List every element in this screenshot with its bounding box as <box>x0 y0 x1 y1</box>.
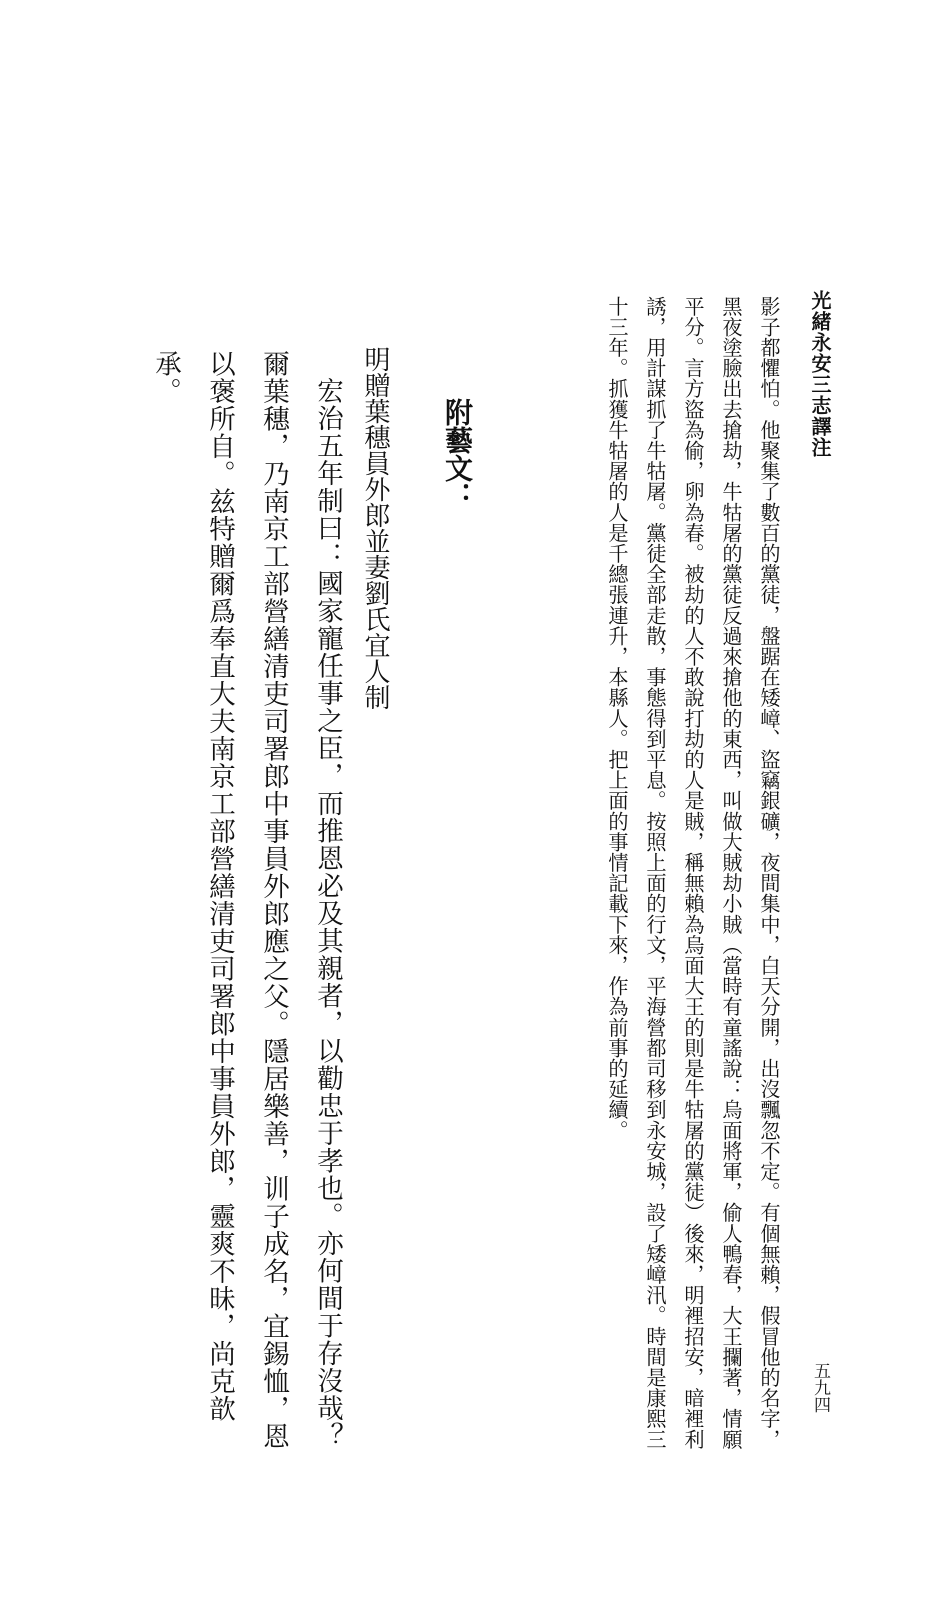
commentary-text-block <box>538 296 788 1456</box>
section-heading: 附藝文： <box>441 398 474 510</box>
document-title: 明贈葉穗員外郎並妻劉氏宜人制 <box>360 346 390 710</box>
document-body-paragraph: 宏治五年制曰：國家寵任事之臣，而推恩必及其親者，以勸忠于孝也。亦何間于存沒哉？爾葉穗，乃南京工部營繕清吏司署郎中事員外郎應之父。隱居樂善，训子成名，宜錫恤，恩以褒所自。兹特贈爾爲奉直大夫南京工部營繕清吏司署郎中事員外郎，靈爽不昧，尚克歆承。 <box>150 350 343 1450</box>
commentary-paragraph: 影子都懼怕。他聚集了數百的黨徒，盤踞在矮嶂、盜竊銀礦，夜間集中，白天分開，出沒飄忽不定。有個無賴，假冒他的名字，黑夜塗臉出去搶劫，牛牯屠的黨徒反過來搶他的東西，叫做大賊劫小賊（當時有童謠說：烏面將軍，偷人鴨春，大王攔著，情願平分。言方盜為偷，卵為春。被劫的人不敢說打劫的人是賊，稱無賴為烏面大王的則是牛牯屠的黨徒）後來，明裡招安，暗裡利誘，用計謀抓了牛牯屠。黨徒全部走散，事態得到平息。按照上面的行文，平海營都司移到永安城，設了矮嶂汛。時間是康熙三十三年。抓獲牛牯屠的人是千總張連升，本縣人。把上面的事情記載下來，作為前事的延續。 <box>605 296 781 1450</box>
document-body <box>138 350 354 1450</box>
page-number: 五九四 <box>810 1362 830 1413</box>
book-title: 光緒永安三志譯注 <box>808 290 832 458</box>
